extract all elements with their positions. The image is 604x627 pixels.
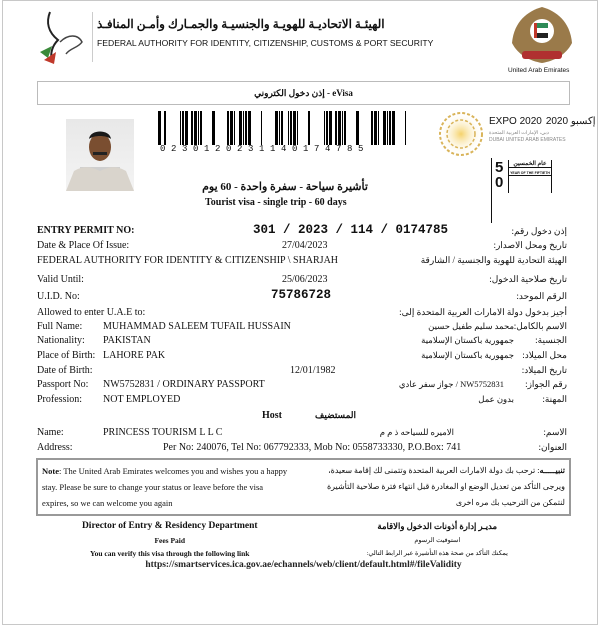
host-address-label: Address: [37, 442, 73, 453]
barcode-bar [392, 111, 395, 145]
uid-label: U.I.D. No: [37, 291, 80, 302]
director-title-ar: مديـر إدارة أذونات الدخول والاقامة [377, 521, 498, 531]
note-ar [309, 463, 566, 511]
barcode-bar [324, 111, 325, 145]
barcode-bar [180, 111, 181, 145]
passport-value: NW5752831 / ORDINARY PASSPORT [103, 379, 265, 390]
year-ar: عام الخمسين [509, 160, 551, 168]
year-of-fifty-box [508, 160, 552, 193]
note-ar-text-1: : ترحب بك دولة الامارات العربية المتحدة وتتمنى لك إقامة سعيدة، [328, 466, 540, 475]
verify-text: You can verify this visa through the following link [90, 549, 250, 558]
barcode-bar [335, 111, 337, 145]
barcode-bar [344, 111, 346, 145]
note-ar-line-2: ويرجى التأكد من تعديل الوضع او المغادرة قبل انتهاء فترة صلاحية التأشيرة [326, 482, 565, 491]
valid-label-ar: تاريخ صلاحية الدخول: [489, 274, 567, 284]
year-en: YEAR OF THE FIFTIETH [510, 171, 550, 175]
note-en [42, 463, 299, 511]
host-name-label: Name: [37, 427, 64, 438]
barcode-bar [200, 111, 202, 145]
barcode-bar [248, 111, 251, 145]
verification-link[interactable]: https://smartservices.ica.gov.ae/echannels/web/client/default.html#/fileValidity [145, 560, 462, 570]
issue-label-ar: تاريخ ومحل الاصدار: [493, 240, 567, 250]
expo-sub-ar: دبي، الإمارات العربية المتحدة [489, 130, 549, 136]
barcode-bar [326, 111, 328, 145]
visa-type-ar: تأشيرة سياحة - سفرة واحدة - 60 يوم [202, 181, 368, 193]
fees-paid: Fees Paid [154, 536, 186, 545]
barcode-bar [185, 111, 188, 145]
barcode-bar [234, 111, 235, 145]
valid-until: 25/06/2023 [282, 274, 328, 285]
director-row [36, 521, 571, 532]
note-ar-line-1 [309, 463, 566, 479]
barcode-bar [194, 111, 197, 145]
note-en-line-3: expires, so we can welcome you again [42, 498, 173, 508]
host-address-label-ar: العنوان: [538, 442, 567, 452]
verify-row [36, 549, 571, 558]
dob-label: Date of Birth: [37, 365, 93, 376]
note-label: Note [42, 466, 59, 476]
bottom-section [36, 458, 571, 570]
emblem-caption: United Arab Emirates [508, 67, 570, 74]
note-box [36, 458, 571, 516]
uid-label-ar: الرقم الموحد: [516, 291, 567, 301]
barcode-bar [405, 111, 406, 145]
barcode-bar [290, 111, 292, 145]
barcode-bar [387, 111, 388, 145]
barcode-bar [356, 111, 359, 145]
valid-label: Valid Until: [37, 274, 84, 285]
barcode-bar [198, 111, 199, 145]
full-name-value: MUHAMMAD SALEEM TUFAIL HUSSAIN [103, 321, 291, 332]
nationality-value: PAKISTAN [103, 335, 151, 346]
applicant-photo [66, 119, 134, 191]
barcode-bar [293, 111, 296, 145]
issue-label: Date & Place Of Issue: [37, 240, 130, 251]
host-name-ar: الاميره للسياحه ذ م م [379, 427, 454, 437]
host-title: Host [262, 410, 282, 421]
visa-type-en: Tourist visa - single trip - 60 days [205, 197, 347, 208]
barcode-bar [371, 111, 373, 145]
nationality-label-ar: الجنسية: [535, 335, 567, 345]
nationality-label: Nationality: [37, 335, 85, 346]
barcode-bar [383, 111, 386, 145]
barcode-bar [275, 111, 278, 145]
barcode-bar [243, 111, 244, 145]
barcode-bar [297, 111, 298, 145]
barcode-bar [182, 111, 184, 145]
barcode-bar [212, 111, 215, 145]
host-name-label-ar: الاسم: [543, 427, 567, 437]
verify-text-ar: يمكنك التأكد من صحة هذه التأشيرة عبر الرابط التالي: [366, 550, 508, 557]
barcode-bar [191, 111, 193, 145]
expo-sub-en: DUBAI UNITED ARAB EMIRATES [489, 137, 566, 143]
expo-title-en: EXPO 2020 [489, 116, 542, 127]
falcon-logo-icon [38, 8, 88, 66]
barcode-bar [158, 111, 161, 145]
person-photo-icon [66, 119, 134, 191]
dob-label-ar: تاريخ الميلاد: [521, 365, 567, 375]
barcode-bar [164, 111, 166, 145]
pob-value-ar: جمهورية باكستان الإسلامية [421, 350, 514, 360]
barcode [158, 111, 410, 145]
host-title-ar: المستضيف [315, 410, 357, 420]
barcode-bar [245, 111, 247, 145]
barcode-bar [329, 111, 332, 145]
allowed-label-ar: أجيز بدخول دولة الامارات العربية المتحدة إلى: [399, 307, 567, 317]
passport-label: Passport No: [37, 379, 89, 390]
issue-place: FEDERAL AUTHORITY FOR IDENTITY & CITIZENSHIP \ SHARJAH [37, 255, 339, 266]
expo-title-ar: إكسبو 2020 [545, 116, 596, 127]
uae-emblem-icon [508, 3, 576, 67]
barcode-bar [378, 111, 379, 145]
barcode-bar [227, 111, 229, 145]
fifty-divider [491, 158, 492, 223]
barcode-bar [288, 111, 289, 145]
host-name: PRINCESS TOURISM L L C [103, 427, 223, 438]
note-text-1: : The United Arab Emirates welcomes you and wishes you a happy [59, 466, 288, 476]
full-name-label: Full Name: [37, 321, 83, 332]
barcode-bar [374, 111, 377, 145]
note-en-line-1 [42, 463, 299, 479]
director-title: Director of Entry & Residency Department [81, 521, 258, 531]
full-name-value-ar: محمد سليم طفيل حسين [428, 321, 514, 331]
uid-number: 75786728 [271, 288, 332, 302]
permit-label: ENTRY PERMIT NO: [37, 225, 135, 236]
expo-title-row [489, 116, 595, 127]
permit-number: 301 / 2023 / 114 / 0174785 [253, 223, 449, 237]
authority-name-en: FEDERAL AUTHORITY FOR IDENTITY, CITIZENSHIP, CUSTOMS & PORT SECURITY [97, 38, 434, 48]
profession-label-ar: المهنة: [542, 394, 567, 404]
barcode-bar [279, 111, 280, 145]
host-address: Per No: 240076, Tel No: 067792333, Mob No: 0558733330, P.O.Box: 741 [163, 442, 462, 453]
barcode-bar [281, 111, 283, 145]
note-label-ar: تنبيـــــه [539, 466, 565, 475]
fees-paid-ar: استوفيت الرسوم [414, 537, 461, 544]
barcode-bar [389, 111, 391, 145]
full-name-label-ar: الاسم بالكامل: [513, 321, 567, 331]
fees-row [36, 536, 571, 545]
profession-label: Profession: [37, 394, 82, 405]
document-title: إذن دخول الكتروني - eVisa [37, 81, 570, 105]
note-ar-line-3: لنتمكن من الترحيب بك مره اخرى [455, 498, 565, 507]
dob-value: 12/01/1982 [290, 365, 336, 376]
barcode-bar [239, 111, 242, 145]
header-divider [92, 12, 93, 62]
barcode-digits: 0 2 3 0 1 2 0 2 3 1 1 4 0 1 7 4 7 8 5 [160, 144, 364, 154]
issue-date: 27/04/2023 [282, 240, 328, 251]
barcode-bar [230, 111, 233, 145]
barcode-bar [338, 111, 341, 145]
allowed-label: Allowed to enter U.A.E to: [37, 307, 146, 318]
authority-name-ar: الهيئـة الاتحاديـة للهويـة والجنسيـة والجمـارك وأمـن المنافـذ [97, 17, 385, 31]
passport-value-ar: NW5752831 / جواز سفر عادي [398, 379, 504, 389]
passport-label-ar: رقم الجواز: [525, 379, 567, 389]
nationality-value-ar: جمهورية باكستان الإسلامية [421, 335, 514, 345]
pob-label-ar: محل الميلاد: [522, 350, 567, 360]
profession-value: NOT EMPLOYED [103, 394, 181, 405]
permit-label-ar: إذن دخول رقم: [511, 226, 567, 236]
profession-value-ar: بدون عمل [478, 394, 514, 404]
pob-value: LAHORE PAK [103, 350, 166, 361]
barcode-bar [261, 111, 262, 145]
pob-label: Place of Birth: [37, 350, 96, 361]
barcode-bar [308, 111, 310, 145]
issue-place-ar: الهيئة التحادية للهوية والجنسية / الشارقة [420, 255, 567, 265]
note-en-line-2: stay. Please be sure to change your status or leave before the visa [42, 482, 264, 492]
barcode-bar [342, 111, 343, 145]
fifty-badge: 50 [495, 159, 504, 191]
expo-logo-icon [437, 110, 487, 158]
